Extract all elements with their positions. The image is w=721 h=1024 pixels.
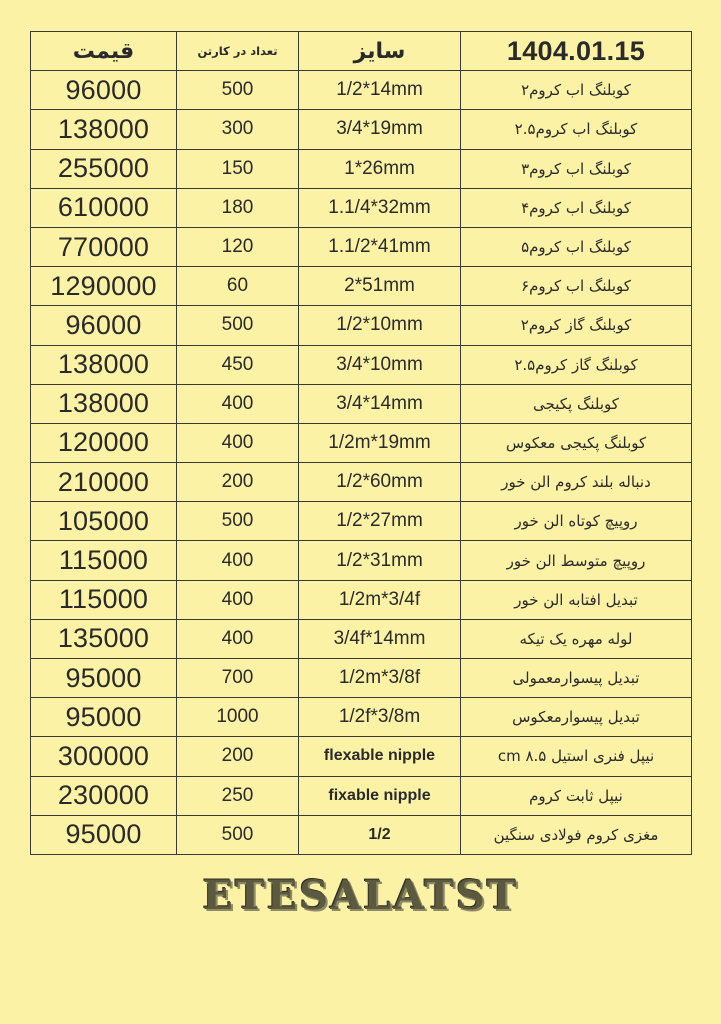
qty-cell: 1000: [177, 698, 299, 737]
qty-cell: 400: [177, 580, 299, 619]
product-name-cell: کوبلنگ اب کروم۲.۵: [461, 110, 692, 149]
table-row: [31, 149, 692, 188]
size-cell: 1/2m*19mm: [299, 423, 461, 462]
size-cell: 1/2*31mm: [299, 541, 461, 580]
qty-cell: 150: [177, 149, 299, 188]
price-cell: 105000: [31, 502, 177, 541]
qty-cell: 400: [177, 619, 299, 658]
size-cell: 3/4*10mm: [299, 345, 461, 384]
product-name-cell: دنباله بلند کروم الن خور: [461, 463, 692, 502]
qty-cell: 400: [177, 541, 299, 580]
price-cell: 610000: [31, 188, 177, 227]
size-cell: 2*51mm: [299, 267, 461, 306]
product-name-cell: روپیچ کوتاه الن خور: [461, 502, 692, 541]
price-cell: 300000: [31, 737, 177, 776]
table-row: [31, 659, 692, 698]
qty-cell: 500: [177, 815, 299, 854]
price-cell: 770000: [31, 227, 177, 266]
table-row: [31, 776, 692, 815]
size-cell: 3/4*19mm: [299, 110, 461, 149]
product-name-cell: کوبلنگ گاز کروم۲.۵: [461, 345, 692, 384]
table-row: [31, 502, 692, 541]
product-name-cell: کوبلنگ اب کروم۳: [461, 149, 692, 188]
product-name-cell: کوبلنگ پکیجی: [461, 384, 692, 423]
table-row: [31, 541, 692, 580]
table-header-row: [31, 32, 692, 71]
qty-cell: 500: [177, 306, 299, 345]
size-cell: 1.1/2*41mm: [299, 227, 461, 266]
size-cell: 1/2: [299, 815, 461, 854]
price-cell: 96000: [31, 306, 177, 345]
size-cell: 3/4f*14mm: [299, 619, 461, 658]
size-cell: 1*26mm: [299, 149, 461, 188]
size-cell: 1/2*27mm: [299, 502, 461, 541]
product-name-cell: کوبلنگ اب کروم۴: [461, 188, 692, 227]
product-name-cell: کوبلنگ اب کروم۵: [461, 227, 692, 266]
price-cell: 230000: [31, 776, 177, 815]
qty-cell: 180: [177, 188, 299, 227]
qty-cell: 500: [177, 71, 299, 110]
price-cell: 96000: [31, 71, 177, 110]
qty-cell: 200: [177, 463, 299, 502]
qty-cell: 300: [177, 110, 299, 149]
header-price: قیمت: [31, 32, 177, 71]
price-cell: 120000: [31, 423, 177, 462]
table-row: [31, 71, 692, 110]
price-cell: 138000: [31, 384, 177, 423]
qty-cell: 120: [177, 227, 299, 266]
table-row: [31, 227, 692, 266]
size-cell: 1/2f*3/8m: [299, 698, 461, 737]
table-row: [31, 580, 692, 619]
table-row: [31, 423, 692, 462]
header-date: 1404.01.15: [461, 32, 692, 71]
table-row: [31, 188, 692, 227]
qty-cell: 400: [177, 423, 299, 462]
size-cell: fixable nipple: [299, 776, 461, 815]
table-row: [31, 619, 692, 658]
size-cell: 1/2*60mm: [299, 463, 461, 502]
table-row: [31, 737, 692, 776]
price-cell: 1290000: [31, 267, 177, 306]
product-name-cell: کوبلنگ اب کروم۶: [461, 267, 692, 306]
table-row: [31, 306, 692, 345]
price-table: [30, 31, 692, 855]
product-name-cell: تبدیل پیسوارمعمولی: [461, 659, 692, 698]
price-cell: 255000: [31, 149, 177, 188]
size-cell: 3/4*14mm: [299, 384, 461, 423]
table-row: [31, 267, 692, 306]
table-row: [31, 384, 692, 423]
size-cell: 1.1/4*32mm: [299, 188, 461, 227]
product-name-cell: تبدیل افتابه الن خور: [461, 580, 692, 619]
header-qty-per-carton: تعداد در کارتن: [177, 32, 299, 71]
product-name-cell: نیپل ثابت کروم: [461, 776, 692, 815]
price-cell: 115000: [31, 580, 177, 619]
table-row: [31, 463, 692, 502]
product-name-cell: کوبلنگ اب کروم۲: [461, 71, 692, 110]
product-name-cell: روپیچ متوسط الن خور: [461, 541, 692, 580]
qty-cell: 250: [177, 776, 299, 815]
qty-cell: 450: [177, 345, 299, 384]
product-name-cell: لوله مهره یک تیکه: [461, 619, 692, 658]
size-cell: flexable nipple: [299, 737, 461, 776]
qty-cell: 400: [177, 384, 299, 423]
price-cell: 138000: [31, 110, 177, 149]
price-cell: 115000: [31, 541, 177, 580]
table-row: [31, 110, 692, 149]
price-cell: 95000: [31, 659, 177, 698]
size-cell: 1/2m*3/4f: [299, 580, 461, 619]
price-cell: 95000: [31, 698, 177, 737]
size-cell: 1/2*10mm: [299, 306, 461, 345]
product-name-cell: نیپل فنری استیل ۸.۵ cm: [461, 737, 692, 776]
price-cell: 135000: [31, 619, 177, 658]
qty-cell: 60: [177, 267, 299, 306]
product-name-cell: تبدیل پیسوارمعکوس: [461, 698, 692, 737]
table-body: [31, 71, 692, 855]
size-cell: 1/2m*3/8f: [299, 659, 461, 698]
product-name-cell: مغزی کروم فولادی سنگین: [461, 815, 692, 854]
product-name-cell: کوبلنگ گاز کروم۲: [461, 306, 692, 345]
size-cell: 1/2*14mm: [299, 71, 461, 110]
product-name-cell: کوبلنگ پکیجی معکوس: [461, 423, 692, 462]
table-row: [31, 698, 692, 737]
brand-logo-text: ETESALATST: [202, 872, 519, 919]
qty-cell: 700: [177, 659, 299, 698]
table-row: [31, 345, 692, 384]
qty-cell: 200: [177, 737, 299, 776]
qty-cell: 500: [177, 502, 299, 541]
table-row: [31, 815, 692, 854]
header-size: سایز: [299, 32, 461, 71]
price-cell: 95000: [31, 815, 177, 854]
price-cell: 210000: [31, 463, 177, 502]
price-cell: 138000: [31, 345, 177, 384]
